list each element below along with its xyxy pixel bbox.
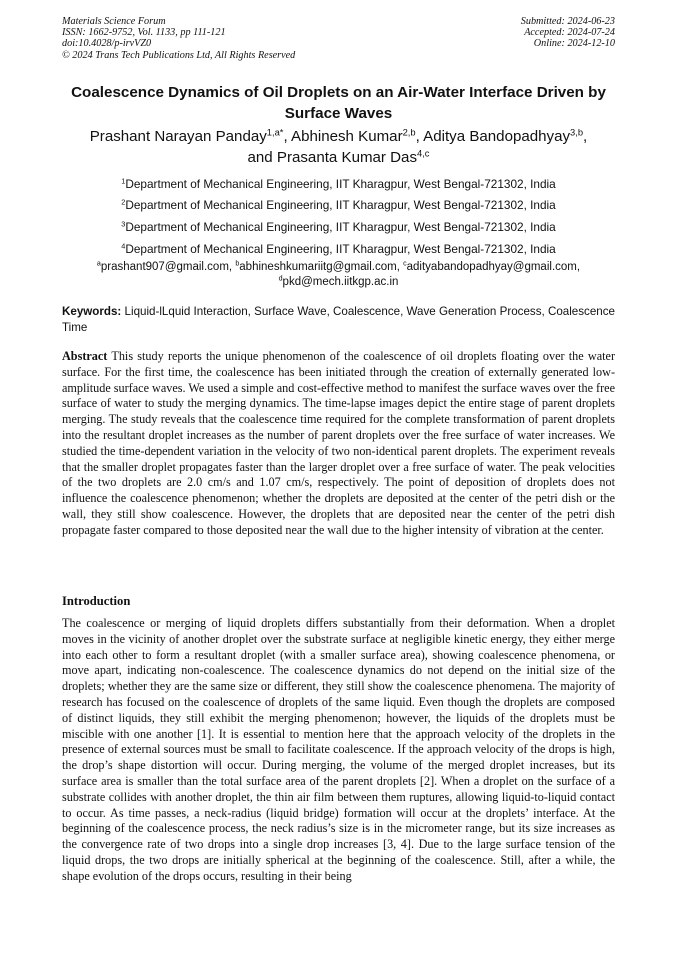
author-superscript: 1,a* [266,127,284,138]
keywords-text: Liquid-lLquid Interaction, Surface Wave, Coalescence, Wave Generation Process, Coalescence Time [62,305,615,334]
author-name: Prashant Narayan Panday [89,128,267,145]
affiliation [62,177,615,191]
author-separator: , [283,128,291,145]
abstract-text: This study reports the unique phenomenon of the coalescence of oil droplets floating over the water surface. For the first time, the coalescence has been initiated through the creation of externally generated low-amplitude surface waves. We used a simple and cost-effective method to manifest the surface waves over the free surface of water to study the merging dynamics. The time-lapse images depict the entire stage of parent droplets merging. The study reveals that the coalescence time required for the complete transformation of parent droplets into the resultant droplet increases as the number of parent droplets over the free surface of water increases. We studied the time-dependent variation in the velocity of two non-identical parent droplets. The experiment reveals that the smaller droplet propagates faster than the larger droplet over a free surface of water. The peak velocities of the two droplets are 2.0 cm/s and 1.07 cm/s, respectively. The point of deposition of droplets does not influence the coalescence phenomenon; whether the droplets are deposited at the center of the petri dish or the wall, they still show coalescence. However, the droplets that are deposited near the center of the petri dish propagate faster compared to those deposited near the wall due to the higher intensity of vibration at the center. [62,349,615,537]
affiliation-text: Department of Mechanical Engineering, IIT Kharagpur, West Bengal-721302, India [125,177,556,191]
author-superscript: 2,b [402,127,416,138]
abstract-label: Abstract [62,349,108,363]
email-link[interactable]: pkd@mech.iitkgp.ac.in [282,275,399,288]
abstract-block [62,349,615,539]
affiliation-text: Department of Mechanical Engineering, IIT Kharagpur, West Bengal-721302, India [125,242,556,256]
email-tag: d [278,274,283,283]
affiliation-text: Department of Mechanical Engineering, IIT Kharagpur, West Bengal-721302, India [125,220,556,234]
introduction-heading: Introduction [62,594,131,608]
email-separator: , [396,261,404,273]
copyright-line: © 2024 Trans Tech Publications Ltd, All Rights Reserved [62,49,296,61]
introduction-paragraph: The coalescence or merging of liquid droplets differs substantially from their deformation. When a droplet moves in the vicinity of another droplet over the substrate surface at negligible kinetic energy, they either merge into each other to form a resultant droplet (with a smaller surface area), showing coalescence phenomena, or move apart, indicating non-coalescence. The coalescence dynamics do not depend on the initial size of the droplets; whether they are the same size or different, they still show the coalescence phenomena. The majority of research has focused on the coalescence of droplets of the same liquid. Even though the droplets are composed of distinct liquids, they still exhibit the merging phenomenon; however, the liquids of the droplets must be miscible with one another [1]. It is essential to mention here that the approach velocity of the droplets in the presence of external sources must be small to facilitate coalescence. If the approach velocity of the drops is high, the drop’s shape distortion will occur. During merging, the volume of the merged droplet increases, but its surface area is smaller than the total surface area of the parent droplets [2]. When a droplet on the surface of a substrate collides with another droplet, the thin air film between them ruptures, allowing liquid-to-liquid contact to occur. As time passes, a neck-radius (liquid bridge) formation will occur at the droplets’ interface. At the beginning of the coalescence process, the neck radius’s size is in the micrometer range, but its size increases as the convergence rate of two drops into a single drop increases [3, 4]. Due to the large surface tension of the liquid drops, the two drops are initially spherical at the beginning of the coalescence. Still, after a while, the shape evolution of the drops occurs, resulting in their being [62,616,615,883]
dates-header [521,16,615,50]
affiliation-text: Department of Mechanical Engineering, IIT Kharagpur, West Bengal-721302, India [125,198,556,212]
affiliation-number: 4 [121,241,126,251]
author-name: Prasanta Kumar Das [276,149,417,166]
affiliation-number: 2 [121,197,126,207]
paper-title: Coalescence Dynamics of Oil Droplets on an Air-Water Interface Driven by Surface Waves [71,84,606,122]
affiliation [62,242,615,256]
affiliation-number: 3 [121,219,126,229]
email-separator: , [576,261,581,273]
email-link[interactable]: abhineshkumariitg@gmail.com [239,261,397,273]
affiliation [62,198,615,212]
email-link[interactable]: adityabandopadhyay@gmail.com [406,261,577,273]
journal-name: Materials Science Forum [62,16,166,27]
doi-line[interactable]: doi:10.4028/p-irvVZ0 [62,38,152,50]
online-date: Online: 2024-12-10 [533,38,615,50]
author-separator: , [415,128,424,145]
accepted-date: Accepted: 2024-07-24 [524,27,615,39]
email-tag: c [403,259,407,268]
issn-line: ISSN: 1662-9752, Vol. 1133, pp 111-121 [62,27,226,39]
author-superscript: 3,b [570,127,584,138]
email-list [62,260,615,289]
author-name: Abhinesh Kumar [291,128,403,145]
author-conjunction: and [247,149,277,166]
affiliation-number: 1 [121,176,126,186]
journal-header [62,16,295,61]
author-superscript: 4,c [417,148,430,159]
author-list [62,126,615,168]
author-name: Aditya Bandopadhyay [423,128,571,145]
affiliation [62,220,615,234]
keywords-block [62,304,615,336]
email-tag: a [96,259,101,268]
submitted-date: Submitted: 2024-06-23 [520,16,615,27]
author-separator: , [583,128,588,145]
email-link[interactable]: prashant907@gmail.com [100,261,229,273]
email-separator: , [228,261,236,273]
keywords-label: Keywords: [62,305,122,318]
email-tag: b [235,259,240,268]
